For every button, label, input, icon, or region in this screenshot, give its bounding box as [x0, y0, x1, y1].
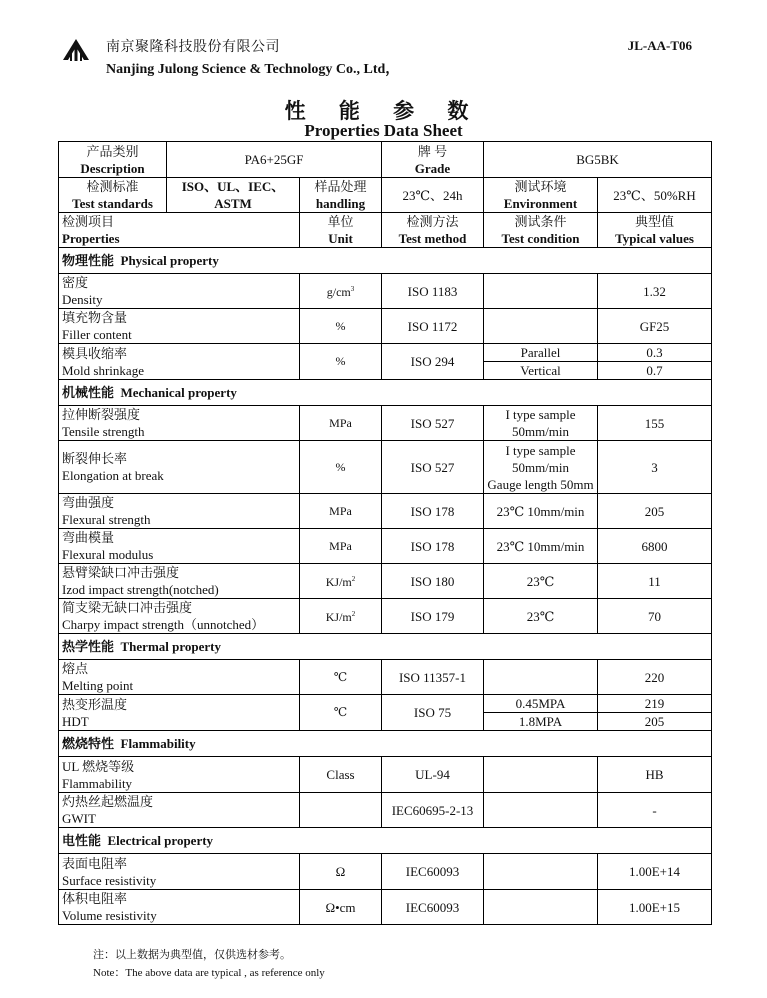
- section-thermal-title: [59, 634, 712, 660]
- column-header-row: [59, 213, 712, 248]
- section-physical-cn: 物理性能: [62, 253, 115, 268]
- property-en: Charpy impact strength（unnotched）: [62, 617, 265, 632]
- table-row-surface: [59, 854, 712, 890]
- condition-cell: [484, 441, 598, 494]
- condition-line: I type sample: [505, 407, 576, 422]
- col-typical: [598, 213, 712, 248]
- value-cell: 219: [598, 695, 712, 713]
- property-cn: 密度: [62, 275, 89, 290]
- table-row-volume: [59, 890, 712, 925]
- unit-cell: ℃: [300, 695, 382, 731]
- property-cell: [59, 529, 300, 564]
- document-code: JL-AA-T06: [627, 38, 692, 53]
- unit-cell: MPa: [300, 406, 382, 441]
- table-row-filler: [59, 309, 712, 344]
- property-en: Volume resistivity: [62, 908, 157, 923]
- condition-cell: [484, 406, 598, 441]
- table-row-flexural-strength: [59, 494, 712, 529]
- method-cell: ISO 179: [382, 599, 484, 634]
- grade-label-en: Grade: [414, 160, 451, 176]
- section-thermal-en: Thermal property: [120, 639, 222, 654]
- property-en: Izod impact strength(notched): [62, 582, 219, 597]
- note-cn: 注：以上数据为典型值，仅供选材参考。: [93, 949, 291, 961]
- property-en: Flexural modulus: [62, 547, 154, 562]
- title-cn: 性 能 参 数: [284, 99, 483, 123]
- table-row-charpy: [59, 599, 712, 634]
- description-label-cn: 产品类别: [86, 143, 139, 159]
- unit-cell: [300, 793, 382, 828]
- value-cell: HB: [598, 757, 712, 793]
- section-flammability-cn: 燃烧特性: [62, 736, 115, 751]
- property-en: Flammability: [62, 775, 133, 791]
- section-thermal-cn: 热学性能: [62, 639, 115, 654]
- value-cell: 155: [598, 406, 712, 441]
- condition-cell: 23℃ 10mm/min: [484, 494, 598, 529]
- value-cell: 1.00E+15: [598, 890, 712, 925]
- handling-value: 23℃、24h: [382, 178, 484, 213]
- section-mechanical-en: Mechanical property: [120, 385, 237, 400]
- note-en: Note：The above data are typical , as reference only: [93, 967, 325, 979]
- section-flammability-en: Flammability: [120, 736, 196, 751]
- value-cell: 1.00E+14: [598, 854, 712, 890]
- section-electrical: [59, 828, 712, 854]
- condition-cell: Vertical: [484, 362, 598, 380]
- value-cell: 0.3: [598, 344, 712, 362]
- unit-cell: MPa: [300, 529, 382, 564]
- col-unit-en: Unit: [328, 231, 353, 246]
- table-row-melting: [59, 660, 712, 695]
- table-row-density: [59, 274, 712, 309]
- col-typical-en: Typical values: [615, 231, 694, 246]
- unit-text: KJ/m: [325, 610, 352, 624]
- value-cell: -: [598, 793, 712, 828]
- property-cn: 填充物含量: [62, 310, 128, 325]
- property-cn: 弯曲模量: [62, 530, 115, 545]
- standards-label: [59, 178, 167, 213]
- col-method: [382, 213, 484, 248]
- page-header: [62, 36, 702, 80]
- info-row-standards: [59, 178, 712, 213]
- value-cell: GF25: [598, 309, 712, 344]
- table-row-shrink: [59, 344, 712, 362]
- col-unit: [300, 213, 382, 248]
- condition-cell: Parallel: [484, 344, 598, 362]
- value-cell: 205: [598, 494, 712, 529]
- condition-cell: [484, 890, 598, 925]
- property-cell: [59, 494, 300, 529]
- value-cell: 11: [598, 564, 712, 599]
- unit-cell: Ω•cm: [300, 890, 382, 925]
- col-properties-cn: 检测项目: [62, 214, 115, 229]
- value-cell: 220: [598, 660, 712, 695]
- property-cn: 体积电阻率: [62, 891, 128, 906]
- table-row-flexural-modulus: [59, 529, 712, 564]
- grade-label-cn: 牌 号: [417, 143, 448, 159]
- condition-cell: [484, 757, 598, 793]
- unit-cell: %: [300, 344, 382, 380]
- standards-label-en: Test standards: [72, 196, 153, 211]
- property-en: Elongation at break: [62, 468, 164, 483]
- method-cell: UL-94: [382, 757, 484, 793]
- description-value: PA6+25GF: [167, 142, 382, 178]
- grade-label: [382, 142, 484, 178]
- table-row-hdt: [59, 695, 712, 713]
- value-cell: 70: [598, 599, 712, 634]
- company-name-en: Nanjing Julong Science & Technology Co., Ltd，: [106, 62, 400, 77]
- unit-text: KJ/m: [325, 575, 352, 589]
- col-condition-cn: 测试条件: [514, 214, 567, 229]
- section-mechanical-cn: 机械性能: [62, 385, 115, 400]
- condition-line: 50mm/min: [511, 424, 570, 439]
- property-cell: [59, 344, 300, 380]
- method-cell: ISO 11357-1: [382, 660, 484, 695]
- property-cn: UL 燃烧等级: [62, 758, 135, 774]
- section-physical: [59, 248, 712, 274]
- col-method-cn: 检测方法: [406, 214, 459, 229]
- section-flammability-title: [59, 731, 712, 757]
- property-cell: [59, 793, 300, 828]
- property-cell: [59, 660, 300, 695]
- condition-cell: 23℃: [484, 564, 598, 599]
- table-row-elongation: [59, 441, 712, 494]
- table-row-gwit: [59, 793, 712, 828]
- property-en: Density: [62, 292, 103, 307]
- unit-cell: %: [300, 309, 382, 344]
- method-cell: ISO 527: [382, 441, 484, 494]
- unit-sup: 3: [350, 285, 355, 293]
- unit-cell: %: [300, 441, 382, 494]
- method-cell: ISO 294: [382, 344, 484, 380]
- property-en: Tensile strength: [62, 424, 145, 439]
- property-cell: [59, 695, 300, 731]
- property-cn: 热变形温度: [62, 696, 128, 712]
- property-cn: 灼热丝起燃温度: [62, 794, 154, 809]
- property-en: Surface resistivity: [62, 872, 157, 888]
- property-cn: 简支梁无缺口冲击强度: [62, 600, 193, 615]
- property-cn: 模具收缩率: [62, 345, 128, 361]
- table-row-izod: [59, 564, 712, 599]
- property-en: GWIT: [62, 811, 96, 826]
- property-cn: 悬臂梁缺口冲击强度: [62, 565, 180, 580]
- description-label: [59, 142, 167, 178]
- method-cell: ISO 75: [382, 695, 484, 731]
- col-condition-en: Test condition: [501, 231, 580, 246]
- property-en: Melting point: [62, 678, 134, 693]
- section-electrical-en: Electrical property: [107, 833, 214, 848]
- method-cell: ISO 527: [382, 406, 484, 441]
- unit-cell: Ω: [300, 854, 382, 890]
- property-en: HDT: [62, 713, 89, 729]
- condition-cell: [484, 274, 598, 309]
- property-cn: 表面电阻率: [62, 855, 128, 871]
- section-electrical-title: [59, 828, 712, 854]
- properties-table: [58, 141, 712, 925]
- property-cell: [59, 274, 300, 309]
- condition-cell: [484, 660, 598, 695]
- condition-cell: 23℃: [484, 599, 598, 634]
- description-label-en: Description: [80, 160, 145, 176]
- property-en: Filler content: [62, 327, 132, 342]
- method-cell: IEC60093: [382, 890, 484, 925]
- method-cell: IEC60093: [382, 854, 484, 890]
- value-cell: 205: [598, 713, 712, 731]
- handling-label-cn: 样品处理: [314, 179, 367, 194]
- condition-cell: [484, 309, 598, 344]
- unit-sup: 2: [351, 575, 356, 583]
- property-cell: [59, 441, 300, 494]
- condition-cell: 0.45MPA: [484, 695, 598, 713]
- col-properties-en: Properties: [62, 231, 120, 246]
- environment-label-cn: 测试环境: [514, 179, 567, 194]
- method-cell: ISO 1183: [382, 274, 484, 309]
- col-method-en: Test method: [398, 231, 467, 246]
- col-typical-cn: 典型值: [634, 214, 674, 229]
- property-cell: [59, 757, 300, 793]
- table-row-ul: [59, 757, 712, 793]
- standards-value: ISO、UL、IEC、ASTM: [167, 178, 300, 213]
- property-en: Mold shrinkage: [62, 362, 144, 378]
- property-cn: 拉伸断裂强度: [62, 407, 141, 422]
- property-cn: 弯曲强度: [62, 495, 115, 510]
- company-logo-icon: [62, 38, 90, 62]
- unit-cell: [300, 274, 382, 309]
- section-flammability: [59, 731, 712, 757]
- section-electrical-cn: 电性能: [62, 833, 102, 848]
- condition-cell: [484, 854, 598, 890]
- condition-line: I type sample: [505, 442, 576, 458]
- property-cn: 熔点: [62, 661, 89, 676]
- handling-label: [300, 178, 382, 213]
- unit-cell: [300, 564, 382, 599]
- condition-cell: [484, 793, 598, 828]
- method-cell: ISO 180: [382, 564, 484, 599]
- col-properties: [59, 213, 300, 248]
- value-cell: 3: [598, 441, 712, 494]
- section-thermal: [59, 634, 712, 660]
- environment-value: 23℃、50%RH: [598, 178, 712, 213]
- property-cell: [59, 890, 300, 925]
- value-cell: 1.32: [598, 274, 712, 309]
- col-condition: [484, 213, 598, 248]
- section-mechanical-title: [59, 380, 712, 406]
- property-cell: [59, 309, 300, 344]
- condition-cell: 1.8MPA: [484, 713, 598, 731]
- condition-cell: 23℃ 10mm/min: [484, 529, 598, 564]
- method-cell: ISO 1172: [382, 309, 484, 344]
- table-row-tensile: [59, 406, 712, 441]
- section-mechanical: [59, 380, 712, 406]
- environment-label: [484, 178, 598, 213]
- value-cell: 0.7: [598, 362, 712, 380]
- company-name-cn: 南京聚隆科技股份有限公司: [106, 40, 280, 55]
- unit-text: g/cm: [326, 285, 351, 299]
- col-unit-cn: 单位: [327, 214, 354, 229]
- unit-cell: Class: [300, 757, 382, 793]
- environment-label-en: Environment: [503, 196, 578, 211]
- unit-cell: MPa: [300, 494, 382, 529]
- section-physical-en: Physical property: [120, 253, 219, 268]
- value-cell: 6800: [598, 529, 712, 564]
- standards-label-cn: 检测标准: [86, 179, 139, 194]
- unit-sup: 2: [351, 610, 356, 618]
- unit-cell: ℃: [300, 660, 382, 695]
- info-row-description: [59, 142, 712, 178]
- property-en: Flexural strength: [62, 512, 151, 527]
- property-cell: [59, 854, 300, 890]
- handling-label-en: handling: [315, 196, 366, 211]
- property-cell: [59, 406, 300, 441]
- condition-line: Gauge length 50mm: [487, 476, 594, 492]
- title-en: Properties Data Sheet: [304, 121, 463, 140]
- condition-line: 50mm/min: [511, 459, 570, 475]
- section-physical-title: [59, 248, 712, 274]
- property-cell: [59, 599, 300, 634]
- unit-cell: [300, 599, 382, 634]
- property-cn: 断裂伸长率: [62, 451, 128, 466]
- method-cell: ISO 178: [382, 494, 484, 529]
- property-cell: [59, 564, 300, 599]
- method-cell: ISO 178: [382, 529, 484, 564]
- grade-value: BG5BK: [484, 142, 712, 178]
- method-cell: IEC60695-2-13: [382, 793, 484, 828]
